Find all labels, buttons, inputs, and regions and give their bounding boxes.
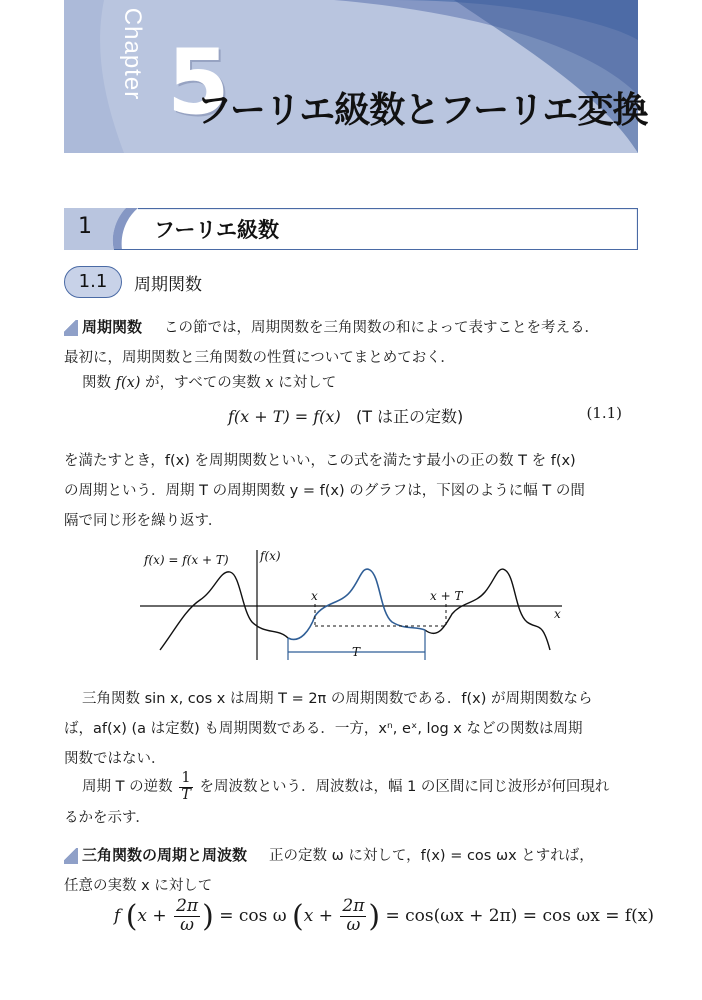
curve-left <box>160 572 288 650</box>
fraction-one-over-t: $\frac{1}{T}$ <box>181 770 191 803</box>
paragraph-head-trig: 三角関数の周期と周波数 <box>64 846 247 864</box>
figure-label-axis-x: x <box>554 607 561 621</box>
chapter-number: 5 <box>167 30 230 135</box>
equation-number: (1.1) <box>586 404 622 422</box>
fraction-2pi-over-omega-2: $\frac{2\pi}{\omega}$ <box>342 896 365 935</box>
equation-1-1: f(x + T) = f(x) (T は正の定数) (1.1) <box>228 404 622 426</box>
figure-label-y: f(x) <box>260 549 281 563</box>
figure-label-x: x <box>311 589 318 603</box>
fraction-2pi-over-omega-1: $\frac{2\pi}{\omega}$ <box>176 896 199 935</box>
curve-right <box>425 569 550 650</box>
paragraph-head-periodic: 周期関数 <box>64 318 142 336</box>
paragraph-trig-frequency: 三角関数の周期と周波数 正の定数 ω に対して，f(x) = cos ωx とすれば， 任意の実数 x に対して <box>64 846 594 894</box>
chapter-word: Chapter <box>119 7 147 101</box>
figure-label-left: f(x) = f(x + T) <box>144 553 229 567</box>
paragraph-frequency: 周期 T の逆数 $\frac{1}{T}$ を周波数という．周波数は，幅 1 の区間に同じ波形が何回現れ るかを示す． <box>64 770 610 826</box>
subsection-badge <box>64 266 122 298</box>
equation-cos-periodic: f (x + $\frac{2\pi}{\omega}$ ) = cos ω (x + $\frac{2\pi}{\omega}$ ) = cos(ωx + 2π) = cos ωx = f(x) <box>114 896 654 935</box>
paragraph-function-def: 関数 f(x) が，すべての実数 x に対して <box>82 375 337 391</box>
curve-period <box>288 569 425 639</box>
paragraph-periodic-intro: 周期関数 この節では，周期関数を三角関数の和によって表すことを考える． 最初に，周期関数と三角関数の性質についてまとめておく． <box>64 318 600 366</box>
figure-label-x-plus-t: x + T <box>430 589 463 603</box>
section-number: 1 <box>78 214 92 239</box>
subsection-title: 周期関数 <box>134 275 202 295</box>
subsection-number: 1.1 <box>78 271 108 292</box>
section-title: フーリエ級数 <box>154 218 279 242</box>
figure-label-t: T <box>352 645 361 659</box>
section-heading-frame <box>64 208 638 250</box>
chapter-title: フーリエ級数とフーリエ変換 <box>196 90 648 131</box>
periodic-function-figure <box>130 540 570 670</box>
section-heading <box>64 208 638 250</box>
paragraph-trig-periodic: 三角関数 sin x, cos x は周期 T = 2π の周期関数である．f(x) が周期関数なら ば，af(x) (a は定数) も周期関数である．一方，xⁿ, eˣ, log x などの関数は周期 関数ではない． <box>64 691 593 767</box>
paragraph-period-def: を満たすとき，f(x) を周期関数といい，この式を満たす最小の正の数 T を f(x) の周期という．周期 T の周期関数 y = f(x) のグラフは，下図のように幅 T の間 隔で同じ形を繰り返す． <box>64 453 585 529</box>
